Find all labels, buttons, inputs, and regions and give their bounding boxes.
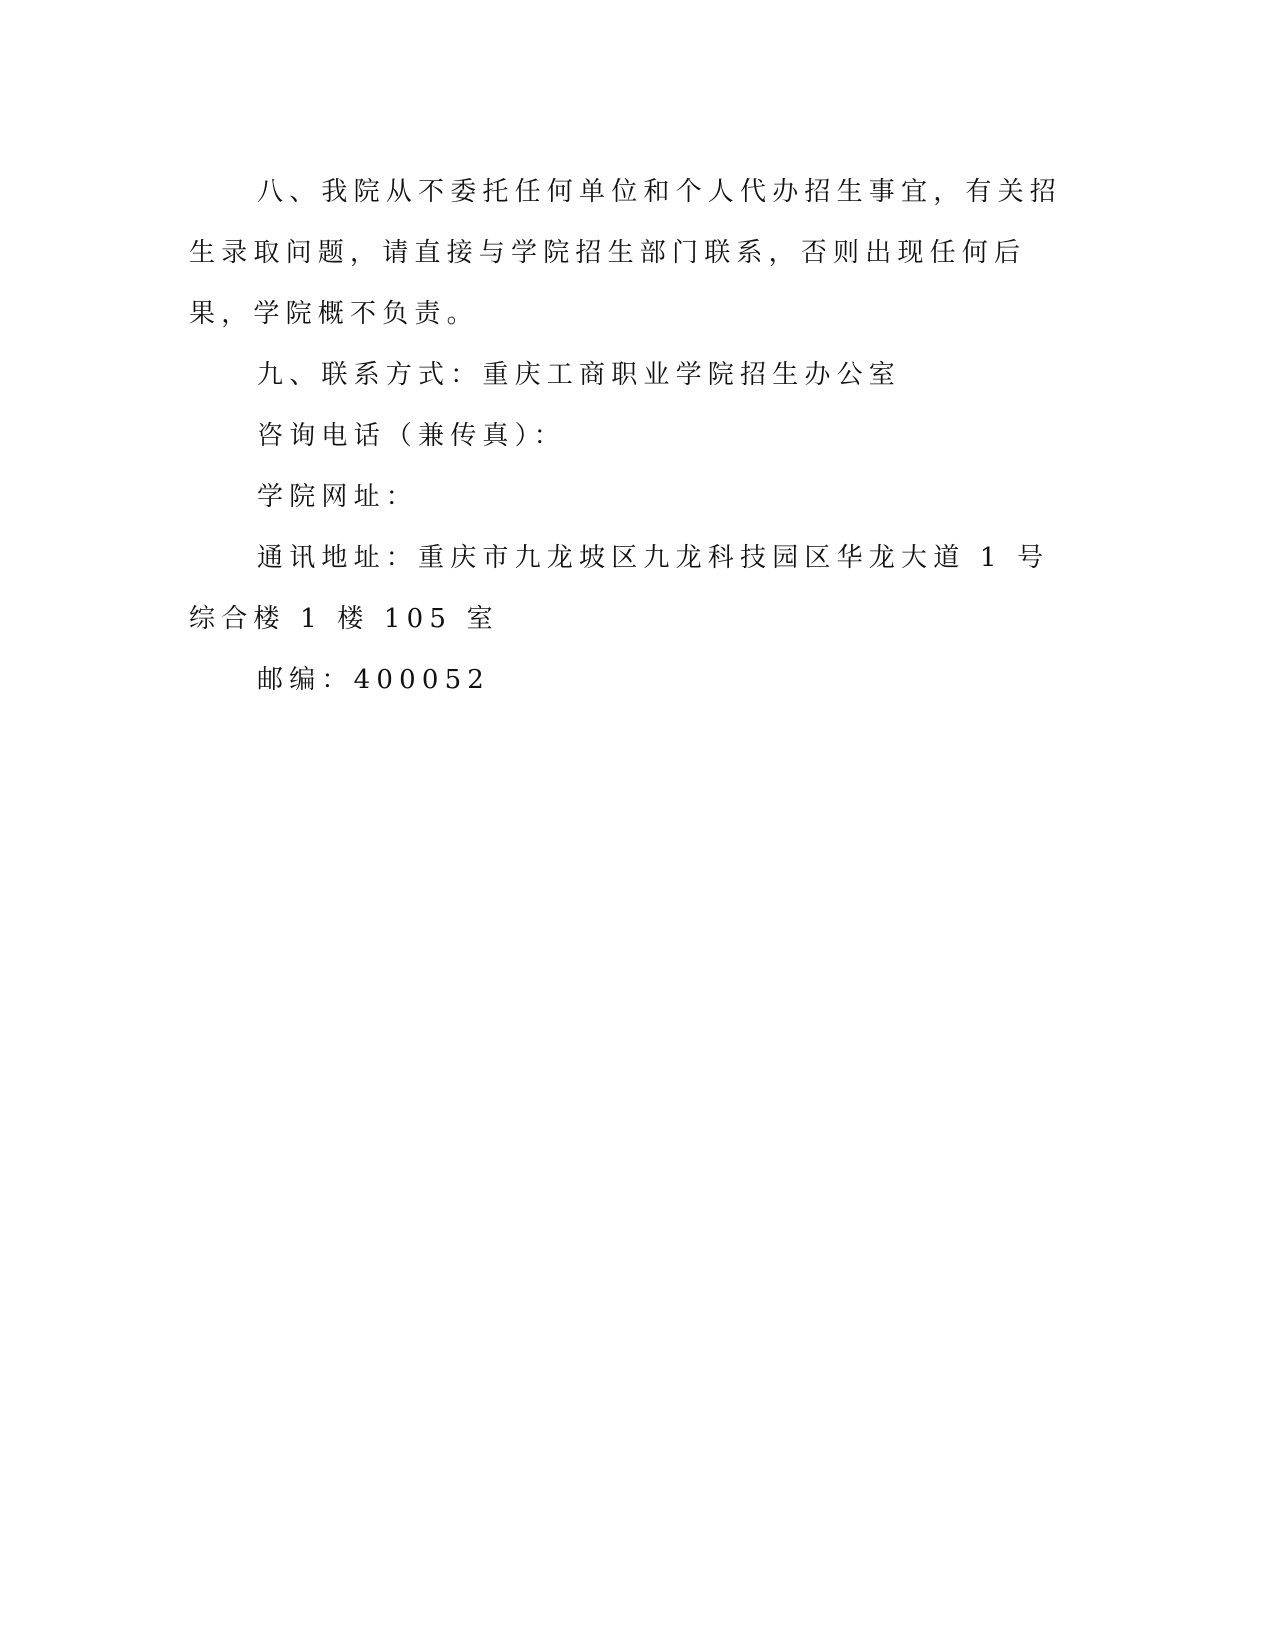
paragraph-item-8: 八、我院从不委托任何单位和个人代办招生事宜，有关招生录取问题，请直接与学院招生部门联系，否则出现任何后果，学院概不负责。 [189,177,1063,329]
paragraph-website: 学院网址： [257,482,419,512]
paragraph-phone: 咨询电话（兼传真）： [257,421,567,451]
paragraph-item-9-contact: 九、联系方式：重庆工商职业学院招生办公室 [257,360,902,390]
paragraph-address: 通讯地址：重庆市九龙坡区九龙科技园区华龙大道 1 号综合楼 1 楼 105 室 [189,543,1050,634]
paragraph-postcode: 邮编：400052 [257,665,491,695]
document-body [189,162,1075,711]
